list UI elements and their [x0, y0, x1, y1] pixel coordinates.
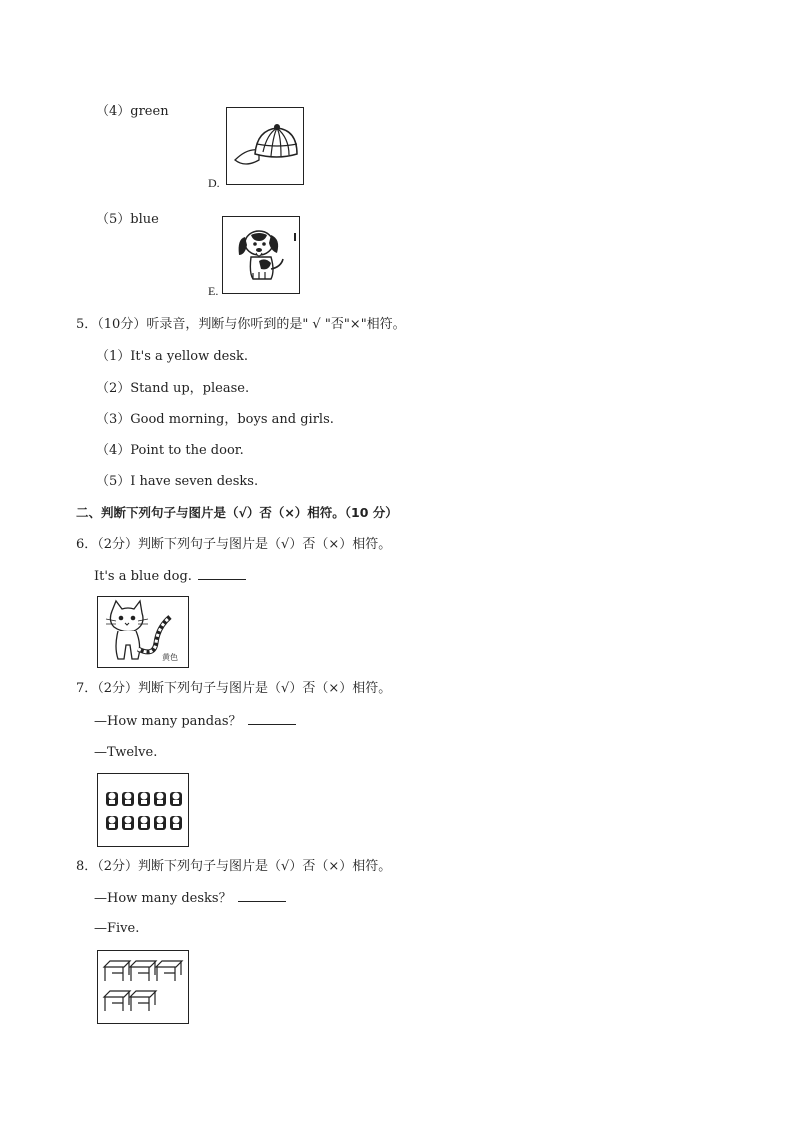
q5-line-5: （5）I have seven desks. [96, 474, 259, 489]
question-6-title: 6．（2分）判断下列句子与图片是（√）否（×）相符。 [76, 537, 392, 552]
dog-picture [222, 216, 300, 294]
panda-icon [106, 792, 118, 806]
panda-icon [170, 792, 182, 806]
desk-icon [130, 991, 156, 1011]
pandas-picture [97, 773, 189, 847]
q6-answer-blank[interactable] [198, 568, 246, 580]
panda-icon [154, 816, 166, 830]
q5-line-2: （2）Stand up，please. [96, 381, 250, 396]
q7-line-1: —How many pandas？ [94, 714, 242, 729]
q5-line-4: （4）Point to the door. [96, 443, 244, 458]
question-7-title: 7．（2分）判断下列句子与图片是（√）否（×）相符。 [76, 681, 392, 696]
desk-icon [104, 961, 130, 981]
q6-sentence-row [94, 568, 246, 585]
panda-icon [106, 816, 118, 830]
item-4-green: （4）green [96, 104, 169, 119]
desk-icon [156, 961, 182, 981]
question-5-title: 5．（10分）听录音，判断与你听到的是" √ "否"×"相符。 [76, 317, 406, 332]
option-e-label: E. [208, 284, 219, 298]
cap-icon [227, 108, 303, 184]
q8-line-1: —How many desks？ [94, 891, 232, 906]
desks-picture [97, 950, 189, 1024]
panda-icon [122, 816, 134, 830]
panda-icon [138, 816, 150, 830]
desk-icon [130, 961, 156, 981]
panda-icon [154, 792, 166, 806]
q8-answer-blank[interactable] [238, 890, 286, 902]
q7-question-row [94, 713, 296, 730]
question-8-title: 8．（2分）判断下列句子与图片是（√）否（×）相符。 [76, 859, 392, 874]
q7-answer-blank[interactable] [248, 713, 296, 725]
q5-line-1: （1）It's a yellow desk. [96, 349, 249, 364]
option-d-label: D. [208, 176, 220, 190]
item-5-blue: （5）blue [96, 212, 159, 227]
dog-icon [223, 217, 299, 293]
pandas-icon [98, 774, 188, 846]
section-2-heading: 二、判断下列句子与图片是（√）否（×）相符。（10 分） [76, 505, 398, 520]
q5-line-3: （3）Good morning，boys and girls. [96, 412, 334, 427]
q8-question-row [94, 890, 286, 907]
panda-icon [122, 792, 134, 806]
q8-line-2: —Five. [94, 921, 140, 936]
panda-icon [170, 816, 182, 830]
q6-sentence: It's a blue dog. [94, 569, 192, 584]
cat-color-caption: 黄色 [162, 653, 178, 662]
desk-icon [104, 991, 130, 1011]
q7-line-2: —Twelve. [94, 745, 158, 760]
cap-picture [226, 107, 304, 185]
desks-icon [98, 951, 188, 1023]
cat-picture [97, 596, 189, 668]
panda-icon [138, 792, 150, 806]
